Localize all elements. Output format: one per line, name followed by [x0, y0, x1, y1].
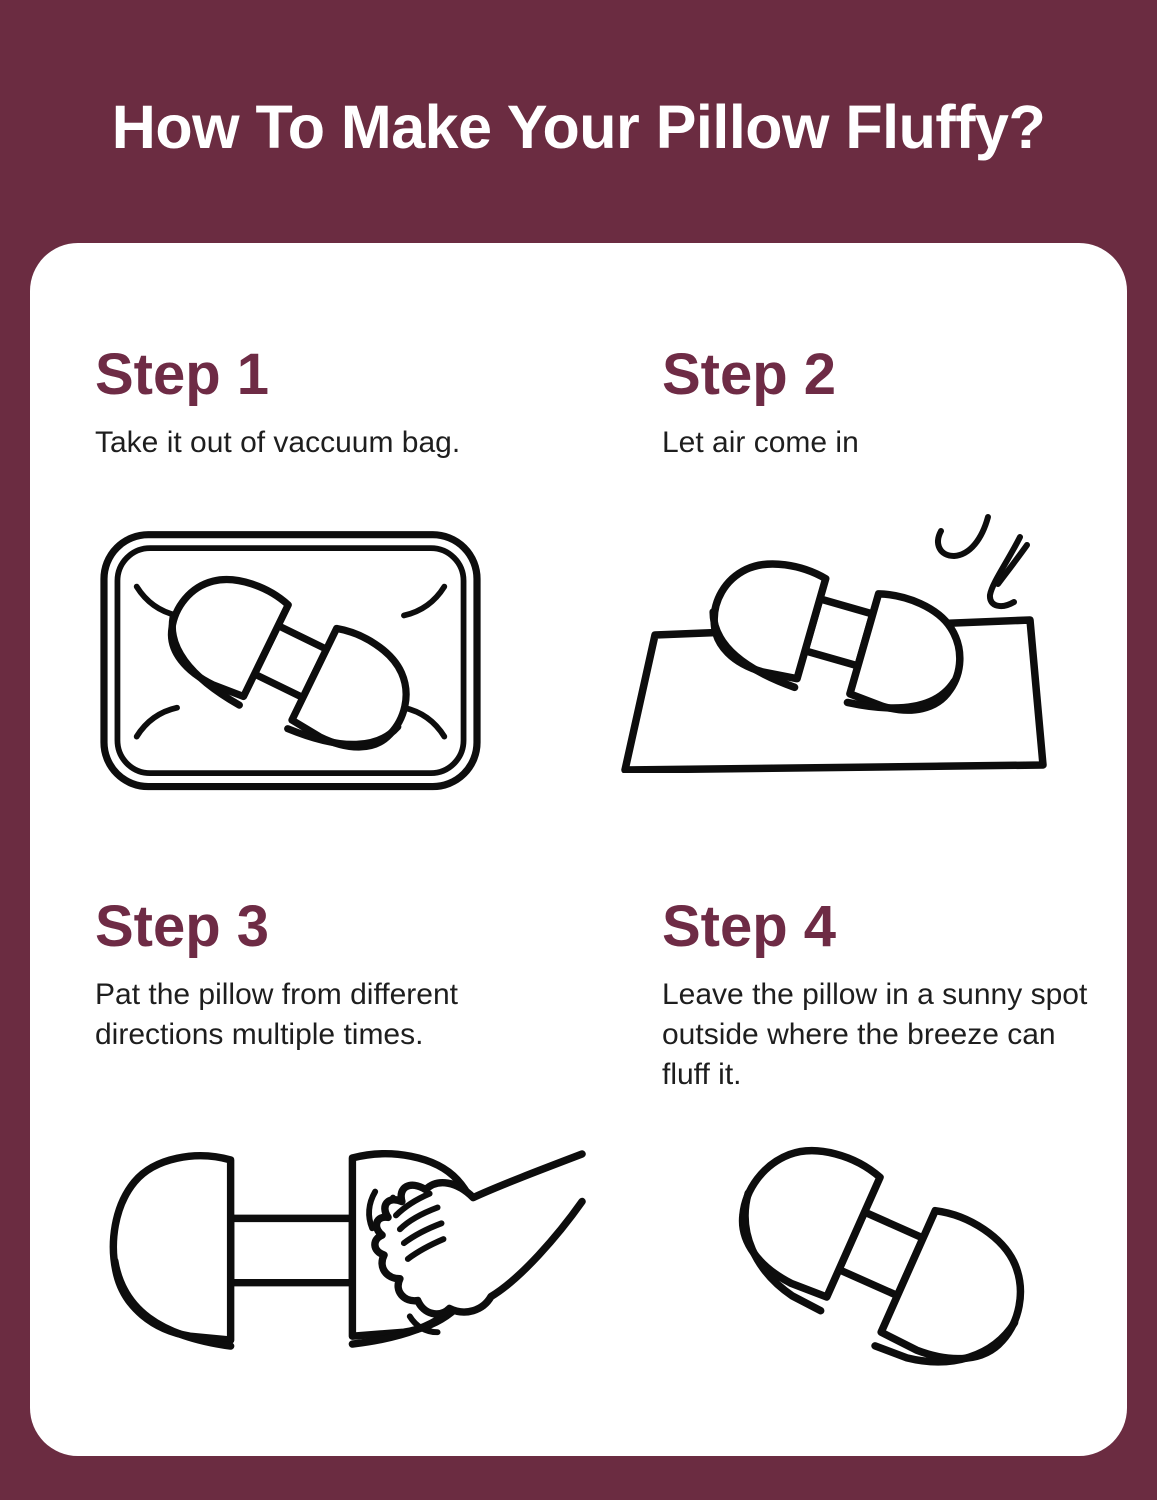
pillow-left-half: [113, 1155, 230, 1339]
vacuum-bag-pillow-illustration: [98, 527, 483, 801]
step-1-heading: Step 1: [95, 342, 270, 407]
fluffed-pillow-illustration: [650, 1130, 1090, 1400]
step-2-description: Let air come in: [662, 425, 859, 459]
step-1-description: Take it out of vaccuum bag.: [95, 425, 461, 459]
step-4-description: Leave the pillow in a sunny spot outside where the breeze can fluff it.: [662, 977, 1088, 1091]
step-4-heading: Step 4: [662, 894, 837, 959]
step-3-heading: Step 3: [95, 894, 270, 959]
step-2-heading: Step 2: [662, 342, 837, 407]
page-title: How To Make Your Pillow Fluffy?: [111, 93, 1046, 161]
steps-card: [30, 243, 1127, 1456]
step-3-description: Pat the pillow from different directions multiple times.: [95, 977, 458, 1051]
pillow-on-mat-illustration: [620, 503, 1050, 773]
step-3-section: [95, 895, 662, 1426]
step-1-section: [95, 343, 662, 895]
step-2-section: [662, 343, 1090, 895]
step-4-section: [662, 895, 1090, 1426]
pillow-strap: [231, 1218, 353, 1282]
fluffed-pillow: [712, 1130, 1048, 1394]
air-swoosh-left: [938, 517, 988, 556]
hand-patting-pillow-illustration: [95, 1140, 590, 1368]
